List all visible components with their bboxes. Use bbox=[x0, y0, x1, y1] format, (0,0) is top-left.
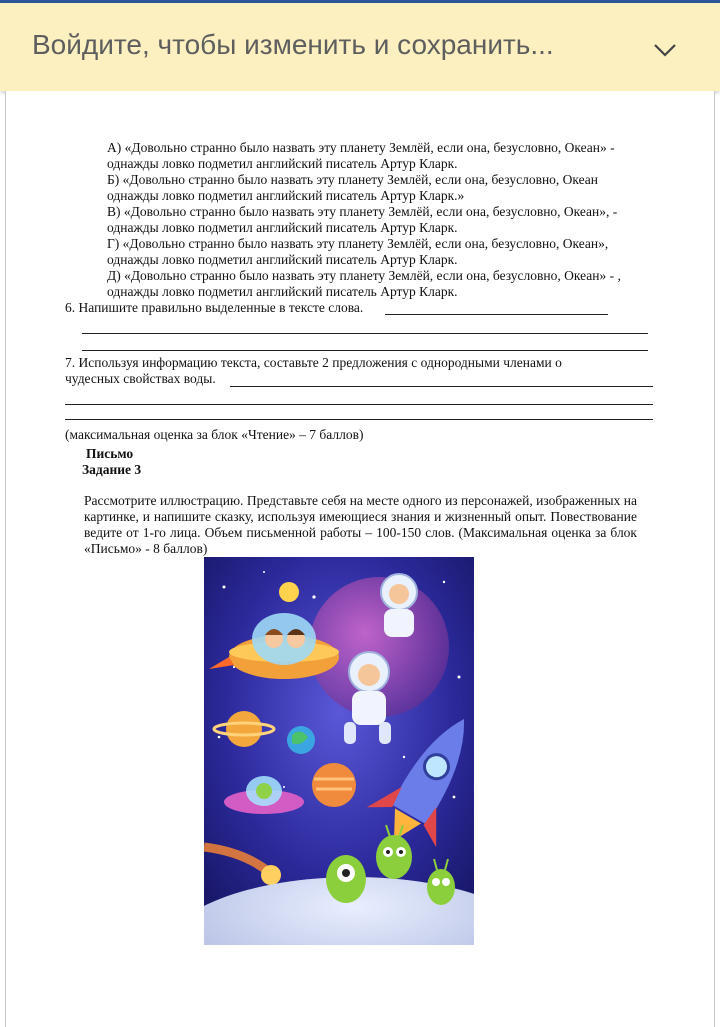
option-line: А) «Довольно странно было назвать эту планету Землёй, если она, безусловно, Океан» - bbox=[107, 140, 615, 155]
answer-line bbox=[82, 350, 648, 351]
option-line: Г) «Довольно странно было назвать эту планету Землёй, если она, безусловно, Океан», bbox=[107, 236, 609, 251]
section-title: Письмо bbox=[86, 446, 134, 461]
reading-score: (максимальная оценка за блок «Чтение» – 7 баллов) bbox=[65, 427, 364, 442]
option-line: В) «Довольно странно было назвать эту планету Землёй, если она, безусловно, Океан», - bbox=[107, 204, 618, 219]
question-7-cont: чудесных свойствах воды. bbox=[65, 371, 216, 386]
answer-line bbox=[385, 314, 608, 315]
answer-line bbox=[230, 386, 653, 387]
answer-line bbox=[65, 404, 653, 405]
option-line: Д) «Довольно странно было назвать эту планету Землёй, если она, безусловно, Океан» - , bbox=[107, 268, 621, 283]
question-6: 6. Напишите правильно выделенные в тексте слова. bbox=[65, 300, 364, 315]
task-title: Задание 3 bbox=[82, 462, 142, 477]
option-line: однажды ловко подметил английский писатель Артур Кларк. bbox=[107, 284, 458, 299]
option-line: однажды ловко подметил английский писатель Артур Кларк.» bbox=[107, 188, 465, 203]
option-line: однажды ловко подметил английский писатель Артур Кларк. bbox=[107, 156, 458, 171]
question-7: 7. Используя информацию текста, составьте 2 предложения с однородными членами о bbox=[65, 355, 562, 370]
option-line: Б) «Довольно странно было назвать эту планету Землёй, если она, безусловно, Океан bbox=[107, 172, 599, 187]
option-line: однажды ловко подметил английский писатель Артур Кларк. bbox=[107, 220, 458, 235]
option-line: однажды ловко подметил английский писатель Артур Кларк. bbox=[107, 252, 458, 267]
answer-line bbox=[65, 419, 653, 420]
banner-text: Войдите, чтобы изменить и сохранить... bbox=[32, 29, 554, 60]
chevron-down-icon[interactable] bbox=[650, 35, 680, 65]
task-text: Рассмотрите иллюстрацию. Представьте себя на месте одного из персонажей, изображенных на картинке, и напишите сказку, используя имеющиеся знания и жизненный опыт. Повествование ведите от 1-го лица. Объем письменной работы – 100-150 слов. (Максимальная оценка за блок «Письмо» - 8 баллов) bbox=[84, 493, 637, 556]
space-illustration bbox=[204, 557, 474, 945]
answer-line bbox=[82, 333, 648, 334]
sign-in-banner[interactable] bbox=[0, 3, 720, 91]
